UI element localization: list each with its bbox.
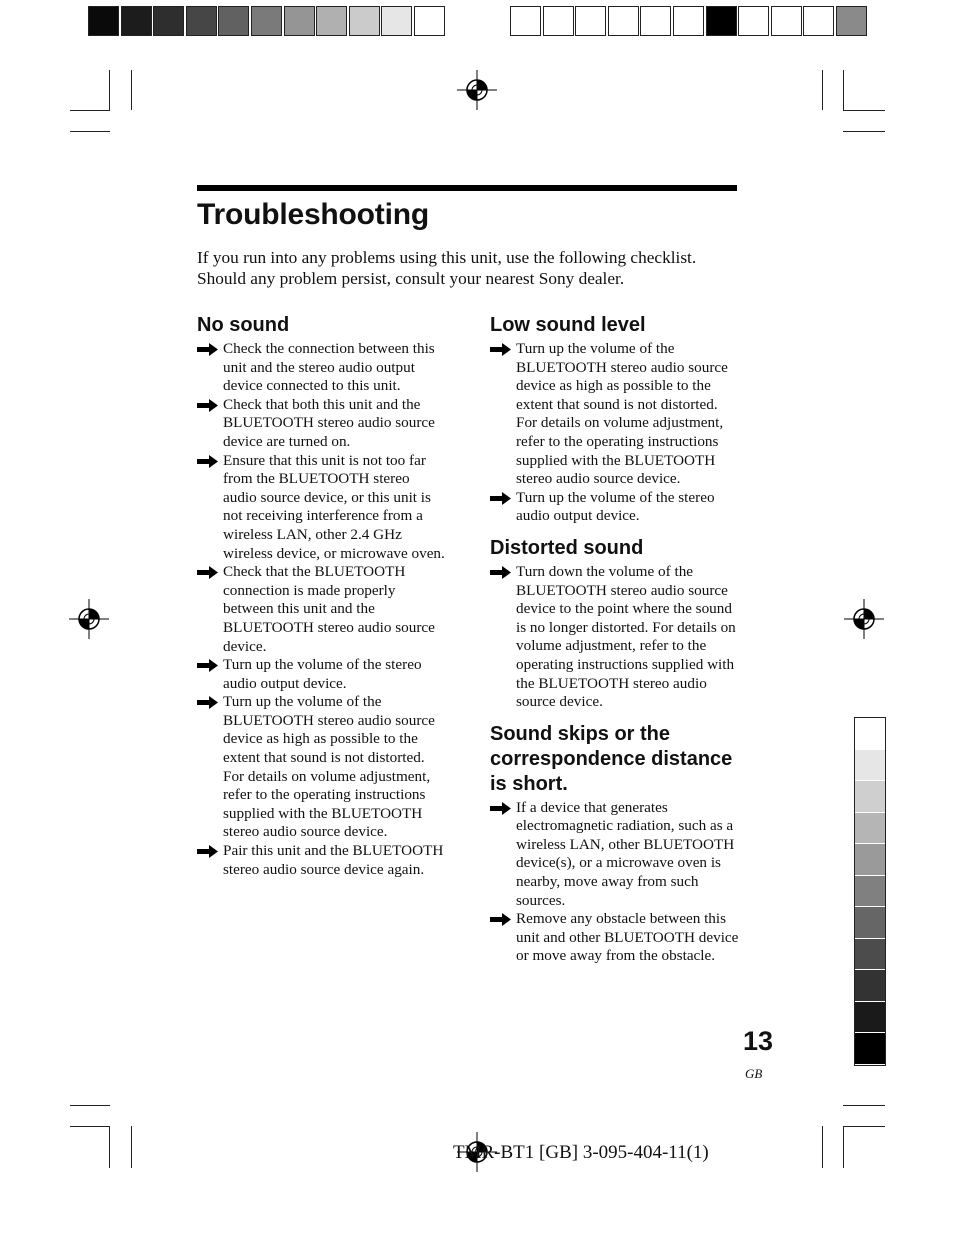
color-swatch [381, 6, 412, 36]
checklist-item-text: Turn up the volume of the stereo audio output device. [223, 656, 422, 692]
right-arrow-icon [197, 845, 218, 858]
right-arrow-icon [197, 343, 218, 356]
checklist-item-text: Pair this unit and the BLUETOOTH stereo audio source device again. [223, 842, 444, 878]
color-swatch [738, 6, 769, 36]
registration-mark-icon [844, 599, 884, 639]
grayscale-bar-left [88, 6, 447, 36]
color-swatch [771, 6, 802, 36]
color-swatch [186, 6, 217, 36]
checklist-item-text: Check that the BLUETOOTH connection is made properly between this unit and the BLUETOOTH stereo audio source device. [223, 563, 435, 655]
checklist-item-text: Turn up the volume of the BLUETOOTH stereo audio source device as high as possible to the extent that sound is not distorted. For details on volume adjustment, refer to the operating instructions supplied with the BLUETOOTH stereo audio source device. [223, 693, 435, 841]
checklist-item [197, 842, 445, 879]
crop-mark [843, 1126, 844, 1168]
color-swatch [855, 781, 885, 813]
checklist-item [490, 910, 740, 966]
crop-mark [70, 1126, 110, 1127]
checklist-item [197, 656, 445, 693]
checklist-item-text: If a device that generates electromagnetic radiation, such as a wireless LAN, other BLUETOOTH device(s), or a microwave oven is nearby, move away from such sources. [516, 798, 735, 909]
checklist-item-text: Check that both this unit and the BLUETOOTH stereo audio source device are turned on. [223, 395, 435, 450]
checklist-item [197, 340, 445, 396]
color-swatch [706, 6, 737, 36]
registration-mark-icon [69, 599, 109, 639]
checklist-item-text: Check the connection between this unit and the stereo audio output device connected to this unit. [223, 340, 435, 395]
checklist-item [490, 563, 740, 712]
color-swatch [218, 6, 249, 36]
color-swatch [855, 1033, 885, 1065]
crop-mark [843, 1126, 885, 1127]
crop-mark [131, 70, 132, 110]
color-swatch [855, 844, 885, 876]
color-swatch [855, 813, 885, 845]
crop-mark [843, 131, 885, 132]
color-swatch [349, 6, 380, 36]
checklist-item-text: Turn up the volume of the stereo audio output device. [516, 488, 715, 525]
checklist-item [490, 489, 740, 526]
intro-paragraph [197, 247, 757, 289]
intro-line: Should any problem persist, consult your nearest Sony dealer. [197, 269, 625, 288]
crop-mark [822, 70, 823, 110]
color-swatch [640, 6, 671, 36]
troubleshooting-section [197, 313, 445, 879]
right-arrow-icon [490, 802, 511, 815]
color-swatch [251, 6, 282, 36]
checklist-item-text: Turn down the volume of the BLUETOOTH stereo audio source device to the point where the sound is no longer distorted. For details on volume adjustment, refer to the operating instructions supplied with the BLUETOOTH stereo audio source device. [516, 562, 736, 711]
checklist-item-text: Ensure that this unit is not too far from the BLUETOOTH stereo audio source device, or this unit is not receiving interference from a wireless LAN, other 2.4 GHz wireless device, or microwave oven. [223, 451, 445, 562]
color-swatch [855, 939, 885, 971]
crop-mark [843, 110, 885, 111]
page-title: Troubleshooting [197, 198, 429, 231]
checklist-item-text: Turn up the volume of the BLUETOOTH stereo audio source device as high as possible to the extent that sound is not distorted. For details on volume adjustment, refer to the operating instructions supplied with the BLUETOOTH stereo audio source device. [516, 340, 728, 488]
color-swatch [88, 6, 119, 36]
crop-mark [109, 70, 110, 110]
right-arrow-icon [197, 399, 218, 412]
color-swatch [855, 970, 885, 1002]
checklist-item [490, 340, 740, 489]
grayscale-bar-right [510, 6, 869, 36]
checklist-item-text: Remove any obstacle between this unit and other BLUETOOTH device or move away from the obstacle. [516, 910, 739, 965]
right-arrow-icon [490, 566, 511, 579]
right-arrow-icon [490, 343, 511, 356]
color-swatch [673, 6, 704, 36]
right-arrow-icon [197, 455, 218, 468]
right-column [490, 313, 740, 976]
color-swatch [855, 1002, 885, 1034]
right-arrow-icon [490, 492, 511, 505]
checklist-item [490, 799, 740, 911]
troubleshooting-section [490, 536, 740, 712]
right-arrow-icon [197, 659, 218, 672]
color-swatch [153, 6, 184, 36]
color-swatch [575, 6, 606, 36]
crop-mark [70, 1105, 110, 1106]
page-number: 13 [743, 1026, 774, 1056]
right-arrow-icon [490, 913, 511, 926]
color-swatch [121, 6, 152, 36]
right-arrow-icon [197, 696, 218, 709]
color-swatch [543, 6, 574, 36]
color-swatch [836, 6, 867, 36]
troubleshooting-section [490, 722, 740, 966]
checklist-item [197, 693, 445, 842]
crop-mark [70, 110, 110, 111]
footer-code: TMR-BT1 [GB] 3-095-404-11(1) [453, 1142, 709, 1163]
checklist-item [197, 396, 445, 452]
title-rule [197, 185, 737, 191]
color-swatch [316, 6, 347, 36]
color-swatch [855, 907, 885, 939]
section-heading: Distorted sound [490, 536, 644, 559]
color-swatch [855, 750, 885, 782]
section-heading: Low sound level [490, 314, 646, 336]
intro-line: If you run into any problems using this unit, use the following checklist. [197, 248, 697, 267]
color-swatch [510, 6, 541, 36]
color-swatch [855, 718, 885, 750]
crop-mark [822, 1126, 823, 1168]
checklist-item [197, 563, 445, 656]
crop-mark [843, 1105, 885, 1106]
crop-mark [70, 131, 110, 132]
color-swatch [803, 6, 834, 36]
color-swatch [608, 6, 639, 36]
color-swatch [414, 6, 445, 36]
right-arrow-icon [197, 566, 218, 579]
checklist-item [197, 452, 445, 564]
section-heading: No sound [197, 314, 290, 336]
crop-mark [131, 1126, 132, 1168]
registration-mark-icon [457, 70, 497, 110]
language-code: GB [745, 1066, 763, 1081]
grayscale-bar-side [854, 717, 886, 1066]
color-swatch [284, 6, 315, 36]
crop-mark [109, 1126, 110, 1168]
crop-mark [843, 70, 844, 110]
troubleshooting-section [490, 313, 740, 526]
color-swatch [855, 876, 885, 908]
left-column [197, 313, 445, 889]
section-heading: Sound skips or the correspondence distance is short. [490, 722, 733, 795]
